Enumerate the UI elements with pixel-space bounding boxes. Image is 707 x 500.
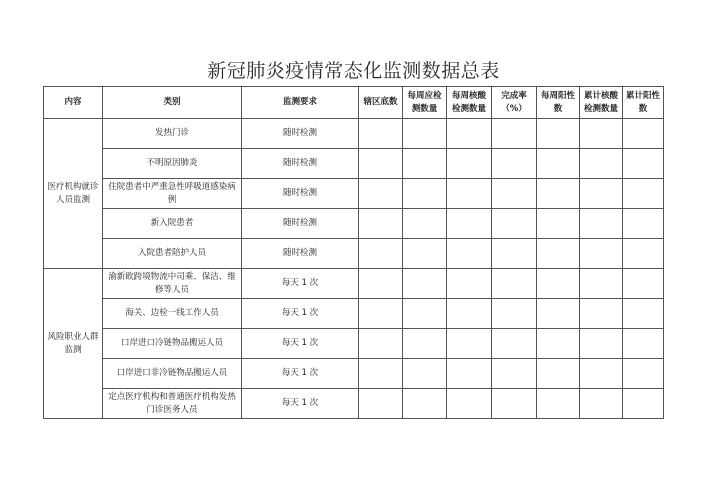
weekly-tested-cell[interactable] (447, 299, 492, 329)
weekly-positive-cell[interactable] (537, 359, 580, 389)
completion-cell[interactable] (492, 239, 537, 269)
requirement-cell: 每天 1 次 (242, 389, 359, 419)
table-row (44, 359, 664, 389)
requirement-cell: 随时检测 (242, 209, 359, 239)
table-row (44, 239, 664, 269)
header-category: 类别 (103, 87, 242, 119)
category-cell: 口岸进口冷链物品搬运人员 (103, 329, 242, 359)
district-base-cell[interactable] (359, 299, 403, 329)
weekly-tested-cell[interactable] (447, 149, 492, 179)
weekly-tested-cell[interactable] (447, 329, 492, 359)
cumulative-tested-cell[interactable] (580, 269, 623, 299)
group-content-cell: 医疗机构就诊人员监测 (44, 119, 103, 269)
weekly-tested-cell[interactable] (447, 389, 492, 419)
weekly-tested-cell[interactable] (447, 119, 492, 149)
weekly-positive-cell[interactable] (537, 329, 580, 359)
header-weekly-positive: 每周阳性数 (537, 87, 580, 119)
header-weekly-due: 每周应检测数量 (403, 87, 447, 119)
district-base-cell[interactable] (359, 209, 403, 239)
district-base-cell[interactable] (359, 149, 403, 179)
weekly-positive-cell[interactable] (537, 239, 580, 269)
completion-cell[interactable] (492, 269, 537, 299)
completion-cell[interactable] (492, 359, 537, 389)
page-title: 新冠肺炎疫情常态化监测数据总表 (207, 60, 500, 82)
requirement-cell: 每天 1 次 (242, 299, 359, 329)
cumulative-tested-cell[interactable] (580, 359, 623, 389)
table-row (44, 269, 664, 299)
weekly-due-cell[interactable] (403, 269, 447, 299)
weekly-positive-cell[interactable] (537, 299, 580, 329)
completion-cell[interactable] (492, 119, 537, 149)
requirement-cell: 每天 1 次 (242, 269, 359, 299)
requirement-cell: 随时检测 (242, 149, 359, 179)
category-cell: 海关、边检一线工作人员 (103, 299, 242, 329)
table-row (44, 209, 664, 239)
category-cell: 发热门诊 (103, 119, 242, 149)
cumulative-tested-cell[interactable] (580, 329, 623, 359)
category-cell: 入院患者陪护人员 (103, 239, 242, 269)
weekly-positive-cell[interactable] (537, 149, 580, 179)
completion-cell[interactable] (492, 179, 537, 209)
table-row (44, 299, 664, 329)
cumulative-positive-cell[interactable] (623, 359, 664, 389)
weekly-due-cell[interactable] (403, 119, 447, 149)
weekly-positive-cell[interactable] (537, 269, 580, 299)
table-row (44, 179, 664, 209)
requirement-cell: 随时检测 (242, 119, 359, 149)
cumulative-positive-cell[interactable] (623, 269, 664, 299)
header-row (44, 87, 664, 119)
table-row (44, 119, 664, 149)
requirement-cell: 每天 1 次 (242, 359, 359, 389)
weekly-due-cell[interactable] (403, 179, 447, 209)
completion-cell[interactable] (492, 149, 537, 179)
requirement-cell: 随时检测 (242, 179, 359, 209)
category-cell: 定点医疗机构和普通医疗机构发热门诊医务人员 (103, 389, 242, 419)
category-cell: 新入院患者 (103, 209, 242, 239)
header-requirement: 监测要求 (242, 87, 359, 119)
completion-cell[interactable] (492, 389, 537, 419)
weekly-due-cell[interactable] (403, 329, 447, 359)
weekly-positive-cell[interactable] (537, 179, 580, 209)
weekly-tested-cell[interactable] (447, 209, 492, 239)
header-completion: 完成率（%） (492, 87, 537, 119)
cumulative-positive-cell[interactable] (623, 149, 664, 179)
completion-cell[interactable] (492, 209, 537, 239)
cumulative-tested-cell[interactable] (580, 119, 623, 149)
district-base-cell[interactable] (359, 359, 403, 389)
district-base-cell[interactable] (359, 389, 403, 419)
weekly-due-cell[interactable] (403, 299, 447, 329)
category-cell: 口岸进口非冷链物品搬运人员 (103, 359, 242, 389)
cumulative-tested-cell[interactable] (580, 239, 623, 269)
table-row (44, 149, 664, 179)
district-base-cell[interactable] (359, 329, 403, 359)
group-content-cell: 风险职业人群监测 (44, 269, 103, 419)
district-base-cell[interactable] (359, 239, 403, 269)
cumulative-tested-cell[interactable] (580, 389, 623, 419)
weekly-positive-cell[interactable] (537, 389, 580, 419)
weekly-tested-cell[interactable] (447, 269, 492, 299)
cumulative-tested-cell[interactable] (580, 299, 623, 329)
weekly-due-cell[interactable] (403, 239, 447, 269)
weekly-tested-cell[interactable] (447, 179, 492, 209)
cumulative-tested-cell[interactable] (580, 179, 623, 209)
weekly-due-cell[interactable] (403, 149, 447, 179)
completion-cell[interactable] (492, 299, 537, 329)
cumulative-positive-cell[interactable] (623, 239, 664, 269)
header-district-base: 辖区底数 (359, 87, 403, 119)
monitoring-data-table (43, 86, 664, 419)
header-cumulative-tested: 累计核酸检测数量 (580, 87, 623, 119)
cumulative-positive-cell[interactable] (623, 389, 664, 419)
weekly-tested-cell[interactable] (447, 239, 492, 269)
cumulative-positive-cell[interactable] (623, 179, 664, 209)
category-cell: 住院患者中严重急性呼吸道感染病例 (103, 179, 242, 209)
weekly-due-cell[interactable] (403, 359, 447, 389)
table-row (44, 329, 664, 359)
category-cell: 渝新欧跨境物流中司乘、保洁、维修等人员 (103, 269, 242, 299)
header-content: 内容 (44, 87, 103, 119)
weekly-due-cell[interactable] (403, 209, 447, 239)
cumulative-positive-cell[interactable] (623, 329, 664, 359)
weekly-positive-cell[interactable] (537, 119, 580, 149)
weekly-tested-cell[interactable] (447, 359, 492, 389)
cumulative-positive-cell[interactable] (623, 119, 664, 149)
cumulative-positive-cell[interactable] (623, 299, 664, 329)
district-base-cell[interactable] (359, 179, 403, 209)
header-weekly-tested: 每周核酸检测数量 (447, 87, 492, 119)
completion-cell[interactable] (492, 329, 537, 359)
district-base-cell[interactable] (359, 269, 403, 299)
requirement-cell: 随时检测 (242, 239, 359, 269)
weekly-due-cell[interactable] (403, 389, 447, 419)
requirement-cell: 每天 1 次 (242, 329, 359, 359)
weekly-positive-cell[interactable] (537, 209, 580, 239)
table-row (44, 389, 664, 419)
cumulative-positive-cell[interactable] (623, 209, 664, 239)
district-base-cell[interactable] (359, 119, 403, 149)
category-cell: 不明原因肺炎 (103, 149, 242, 179)
cumulative-tested-cell[interactable] (580, 209, 623, 239)
cumulative-tested-cell[interactable] (580, 149, 623, 179)
header-cumulative-positive: 累计阳性数 (623, 87, 664, 119)
